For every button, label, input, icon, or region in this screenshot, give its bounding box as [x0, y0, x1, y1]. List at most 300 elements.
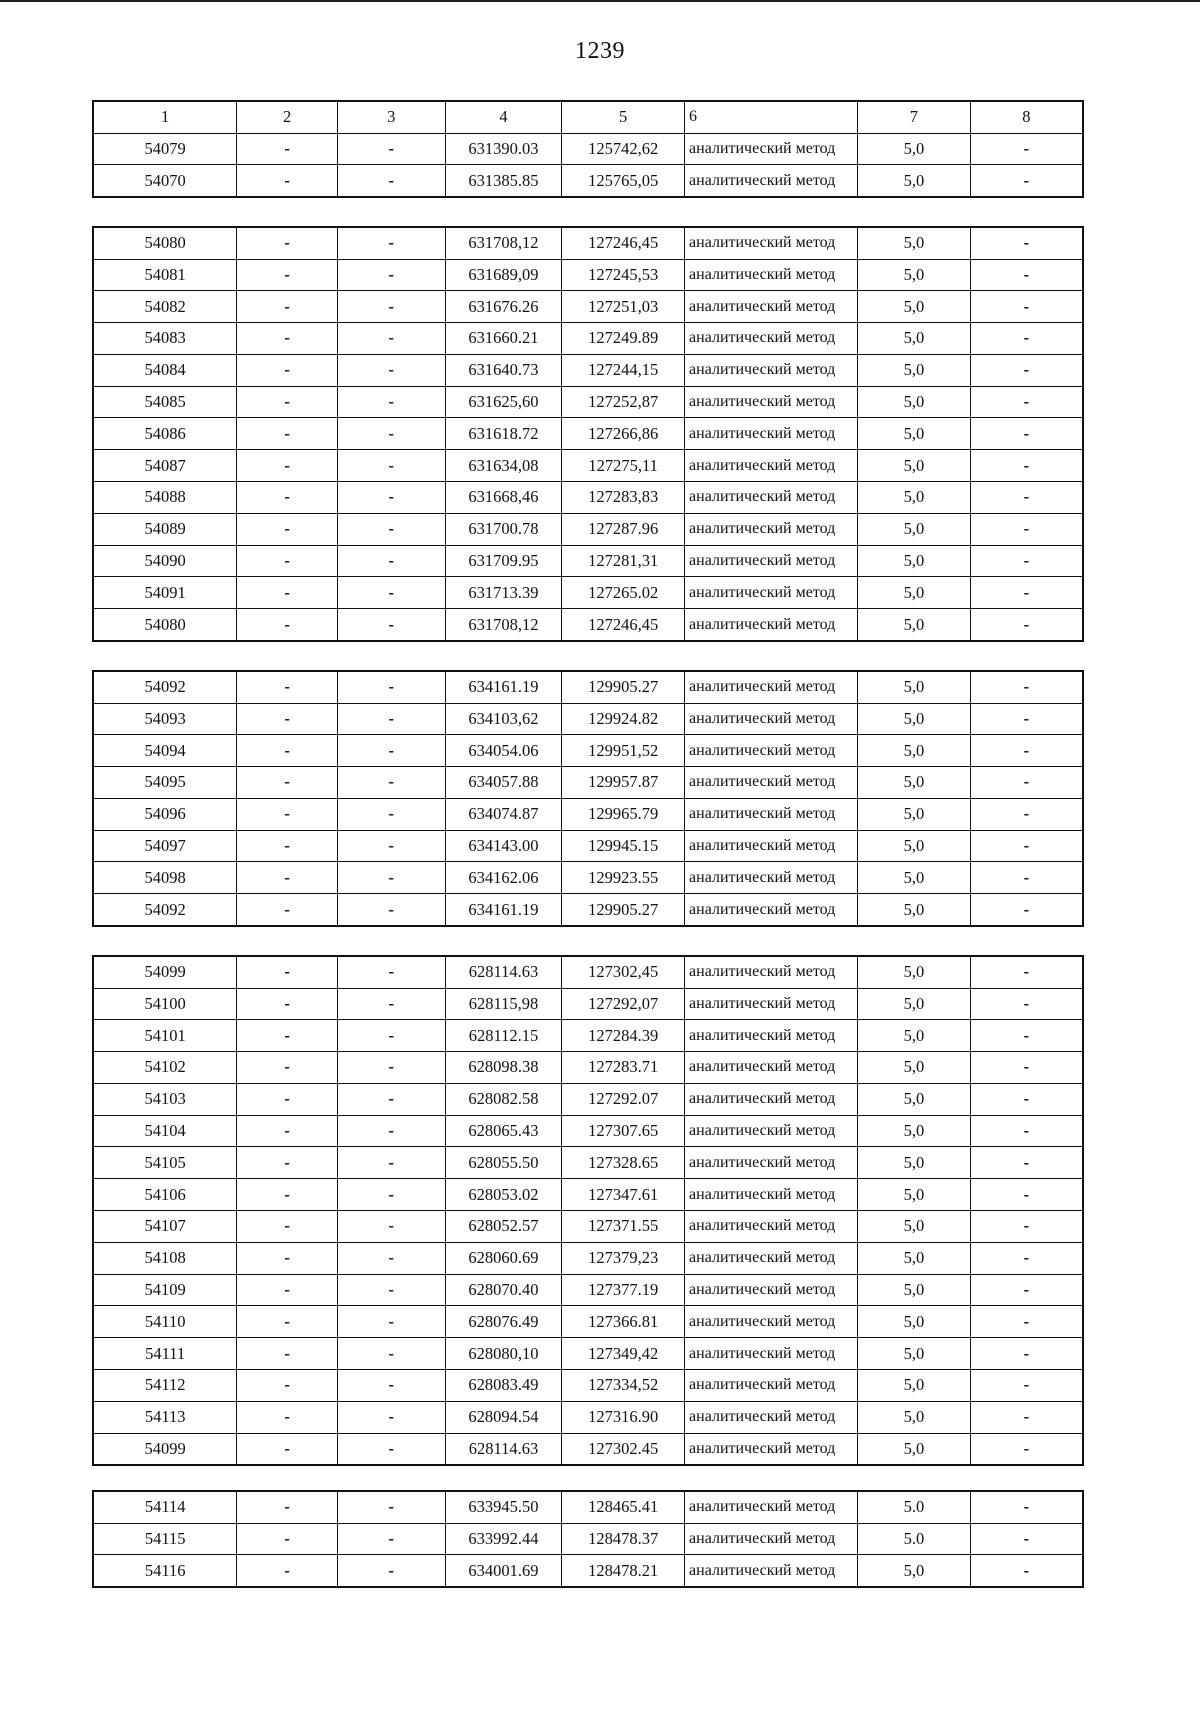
cell-col-8: - — [970, 1338, 1083, 1370]
cell-col-8: - — [970, 830, 1083, 862]
cell-col-3: - — [337, 767, 445, 799]
cell-col-5: 127347.61 — [562, 1179, 685, 1211]
cell-col-6: аналитический метод — [685, 227, 858, 259]
cell-col-3: - — [337, 735, 445, 767]
cell-col-8: - — [970, 798, 1083, 830]
cell-col-8: - — [970, 291, 1083, 323]
table-row — [93, 767, 1083, 799]
cell-col-6: аналитический метод — [685, 513, 858, 545]
cell-col-2: 2 — [237, 101, 338, 133]
cell-col-1: 54087 — [93, 450, 237, 482]
cell-col-4: 628080,10 — [445, 1338, 562, 1370]
cell-col-7: 5,0 — [858, 830, 971, 862]
cell-col-5: 129905.27 — [562, 894, 685, 926]
table-row — [93, 609, 1083, 641]
cell-col-5: 125765,05 — [562, 165, 685, 197]
cell-col-4: 634054.06 — [445, 735, 562, 767]
cell-col-5: 129951,52 — [562, 735, 685, 767]
cell-col-1: 54091 — [93, 577, 237, 609]
cell-col-7: 5,0 — [858, 1115, 971, 1147]
cell-col-1: 54103 — [93, 1083, 237, 1115]
cell-col-1: 54097 — [93, 830, 237, 862]
cell-col-1: 54100 — [93, 988, 237, 1020]
cell-col-2: - — [237, 323, 338, 355]
table-header-row — [93, 101, 1083, 133]
cell-col-1: 54086 — [93, 418, 237, 450]
cell-col-1: 54099 — [93, 956, 237, 988]
cell-col-6: аналитический метод — [685, 1242, 858, 1274]
cell-col-8: - — [970, 1523, 1083, 1555]
cell-col-1: 54105 — [93, 1147, 237, 1179]
cell-col-6: аналитический метод — [685, 1555, 858, 1587]
cell-col-4: 4 — [445, 101, 562, 133]
cell-col-8: - — [970, 735, 1083, 767]
cell-col-7: 5,0 — [858, 418, 971, 450]
table-row — [93, 1083, 1083, 1115]
cell-col-5: 127292.07 — [562, 1083, 685, 1115]
cell-col-4: 628114.63 — [445, 1433, 562, 1465]
cell-col-8: - — [970, 1211, 1083, 1243]
table-row — [93, 894, 1083, 926]
cell-col-5: 127307.65 — [562, 1115, 685, 1147]
cell-col-8: - — [970, 1083, 1083, 1115]
cell-col-4: 628112.15 — [445, 1020, 562, 1052]
cell-col-2: - — [237, 291, 338, 323]
cell-col-2: - — [237, 1052, 338, 1084]
cell-col-8: - — [970, 1491, 1083, 1523]
cell-col-3: - — [337, 545, 445, 577]
cell-col-1: 54093 — [93, 703, 237, 735]
cell-col-2: - — [237, 1020, 338, 1052]
cell-col-6: аналитический метод — [685, 291, 858, 323]
cell-col-4: 628055.50 — [445, 1147, 562, 1179]
cell-col-6: 6 — [685, 101, 858, 133]
cell-col-7: 5,0 — [858, 1274, 971, 1306]
cell-col-2: - — [237, 609, 338, 641]
cell-col-8: - — [970, 323, 1083, 355]
cell-col-6: аналитический метод — [685, 767, 858, 799]
cell-col-8: - — [970, 1433, 1083, 1465]
cell-col-6: аналитический метод — [685, 1433, 858, 1465]
table-row — [93, 1020, 1083, 1052]
cell-col-2: - — [237, 830, 338, 862]
cell-col-4: 634103,62 — [445, 703, 562, 735]
table-row — [93, 1401, 1083, 1433]
cell-col-3: - — [337, 259, 445, 291]
cell-col-1: 54113 — [93, 1401, 237, 1433]
cell-col-2: - — [237, 482, 338, 514]
table-row — [93, 386, 1083, 418]
cell-col-7: 5,0 — [858, 894, 971, 926]
cell-col-6: аналитический метод — [685, 577, 858, 609]
cell-col-8: - — [970, 165, 1083, 197]
cell-col-1: 54080 — [93, 227, 237, 259]
cell-col-7: 5,0 — [858, 671, 971, 703]
cell-col-5: 127244,15 — [562, 354, 685, 386]
cell-col-6: аналитический метод — [685, 1052, 858, 1084]
cell-col-6: аналитический метод — [685, 1274, 858, 1306]
table-row — [93, 862, 1083, 894]
cell-col-2: - — [237, 862, 338, 894]
cell-col-2: - — [237, 133, 338, 165]
cell-col-3: - — [337, 165, 445, 197]
cell-col-4: 631709.95 — [445, 545, 562, 577]
cell-col-6: аналитический метод — [685, 798, 858, 830]
cell-col-2: - — [237, 1370, 338, 1402]
cell-col-4: 634143.00 — [445, 830, 562, 862]
cell-col-3: - — [337, 1555, 445, 1587]
cell-col-8: - — [970, 767, 1083, 799]
cell-col-6: аналитический метод — [685, 545, 858, 577]
cell-col-4: 628098.38 — [445, 1052, 562, 1084]
cell-col-3: - — [337, 609, 445, 641]
cell-col-5: 127377.19 — [562, 1274, 685, 1306]
cell-col-3: - — [337, 1370, 445, 1402]
cell-col-1: 54092 — [93, 894, 237, 926]
table-row — [93, 735, 1083, 767]
cell-col-1: 54079 — [93, 133, 237, 165]
cell-col-2: - — [237, 1491, 338, 1523]
cell-col-7: 5,0 — [858, 1052, 971, 1084]
cell-col-2: - — [237, 227, 338, 259]
cell-col-4: 628094.54 — [445, 1401, 562, 1433]
cell-col-6: аналитический метод — [685, 956, 858, 988]
cell-col-1: 1 — [93, 101, 237, 133]
cell-col-4: 628076.49 — [445, 1306, 562, 1338]
cell-col-5: 127283.71 — [562, 1052, 685, 1084]
cell-col-1: 54090 — [93, 545, 237, 577]
cell-col-5: 127371.55 — [562, 1211, 685, 1243]
cell-col-6: аналитический метод — [685, 830, 858, 862]
cell-col-7: 5,0 — [858, 1401, 971, 1433]
cell-col-2: - — [237, 1401, 338, 1433]
cell-col-6: аналитический метод — [685, 1147, 858, 1179]
cell-col-3: - — [337, 1052, 445, 1084]
cell-col-8: - — [970, 227, 1083, 259]
cell-col-7: 5,0 — [858, 354, 971, 386]
table-row — [93, 671, 1083, 703]
cell-col-8: - — [970, 259, 1083, 291]
cell-col-1: 54116 — [93, 1555, 237, 1587]
cell-col-8: - — [970, 671, 1083, 703]
cell-col-7: 5,0 — [858, 767, 971, 799]
cell-col-4: 628082.58 — [445, 1083, 562, 1115]
cell-col-1: 54098 — [93, 862, 237, 894]
cell-col-7: 5,0 — [858, 1211, 971, 1243]
cell-col-6: аналитический метод — [685, 1083, 858, 1115]
cell-col-8: - — [970, 1274, 1083, 1306]
cell-col-7: 5,0 — [858, 291, 971, 323]
table-row — [93, 1555, 1083, 1587]
table-row — [93, 798, 1083, 830]
cell-col-5: 127265.02 — [562, 577, 685, 609]
cell-col-5: 127266,86 — [562, 418, 685, 450]
cell-col-4: 634162.06 — [445, 862, 562, 894]
cell-col-5: 127292,07 — [562, 988, 685, 1020]
cell-col-7: 5,0 — [858, 1370, 971, 1402]
coordinates-table-2 — [92, 226, 1084, 642]
cell-col-5: 129945.15 — [562, 830, 685, 862]
cell-col-3: - — [337, 450, 445, 482]
cell-col-3: - — [337, 703, 445, 735]
cell-col-6: аналитический метод — [685, 133, 858, 165]
cell-col-1: 54082 — [93, 291, 237, 323]
cell-col-7: 5,0 — [858, 1338, 971, 1370]
cell-col-5: 127366.81 — [562, 1306, 685, 1338]
cell-col-1: 54102 — [93, 1052, 237, 1084]
table-row — [93, 1370, 1083, 1402]
cell-col-4: 628052.57 — [445, 1211, 562, 1243]
table-row — [93, 988, 1083, 1020]
cell-col-2: - — [237, 259, 338, 291]
cell-col-8: - — [970, 1555, 1083, 1587]
cell-col-3: - — [337, 830, 445, 862]
cell-col-7: 5,0 — [858, 862, 971, 894]
cell-col-8: - — [970, 1115, 1083, 1147]
cell-col-4: 631700.78 — [445, 513, 562, 545]
cell-col-2: - — [237, 545, 338, 577]
cell-col-6: аналитический метод — [685, 418, 858, 450]
cell-col-6: аналитический метод — [685, 323, 858, 355]
cell-col-3: - — [337, 894, 445, 926]
cell-col-6: аналитический метод — [685, 1179, 858, 1211]
cell-col-5: 127349,42 — [562, 1338, 685, 1370]
cell-col-3: - — [337, 671, 445, 703]
cell-col-6: аналитический метод — [685, 1115, 858, 1147]
cell-col-1: 54089 — [93, 513, 237, 545]
cell-col-8: - — [970, 609, 1083, 641]
cell-col-8: - — [970, 988, 1083, 1020]
cell-col-4: 634161.19 — [445, 894, 562, 926]
cell-col-7: 5,0 — [858, 227, 971, 259]
cell-col-5: 127281,31 — [562, 545, 685, 577]
table-row — [93, 354, 1083, 386]
cell-col-1: 54114 — [93, 1491, 237, 1523]
cell-col-6: аналитический метод — [685, 988, 858, 1020]
cell-col-4: 634074.87 — [445, 798, 562, 830]
cell-col-3: - — [337, 956, 445, 988]
cell-col-7: 5,0 — [858, 259, 971, 291]
cell-col-3: - — [337, 1115, 445, 1147]
cell-col-6: аналитический метод — [685, 450, 858, 482]
cell-col-8: - — [970, 1179, 1083, 1211]
cell-col-5: 128478.21 — [562, 1555, 685, 1587]
cell-col-5: 127379,23 — [562, 1242, 685, 1274]
cell-col-7: 5.0 — [858, 1491, 971, 1523]
cell-col-4: 631385.85 — [445, 165, 562, 197]
cell-col-4: 628060.69 — [445, 1242, 562, 1274]
cell-col-7: 5,0 — [858, 133, 971, 165]
table-row — [93, 133, 1083, 165]
cell-col-7: 5,0 — [858, 513, 971, 545]
cell-col-7: 5,0 — [858, 1555, 971, 1587]
cell-col-5: 5 — [562, 101, 685, 133]
cell-col-3: - — [337, 577, 445, 609]
cell-col-2: - — [237, 1083, 338, 1115]
cell-col-7: 5,0 — [858, 988, 971, 1020]
cell-col-3: - — [337, 1020, 445, 1052]
table-row — [93, 291, 1083, 323]
cell-col-2: - — [237, 1555, 338, 1587]
cell-col-1: 54080 — [93, 609, 237, 641]
cell-col-3: 3 — [337, 101, 445, 133]
table-row — [93, 830, 1083, 862]
cell-col-4: 631634,08 — [445, 450, 562, 482]
cell-col-3: - — [337, 227, 445, 259]
cell-col-2: - — [237, 513, 338, 545]
cell-col-4: 631689,09 — [445, 259, 562, 291]
cell-col-4: 631676.26 — [445, 291, 562, 323]
cell-col-6: аналитический метод — [685, 735, 858, 767]
cell-col-1: 54101 — [93, 1020, 237, 1052]
cell-col-5: 127246,45 — [562, 609, 685, 641]
cell-col-1: 54107 — [93, 1211, 237, 1243]
cell-col-5: 127245,53 — [562, 259, 685, 291]
cell-col-8: - — [970, 450, 1083, 482]
cell-col-5: 127284.39 — [562, 1020, 685, 1052]
cell-col-2: - — [237, 1274, 338, 1306]
cell-col-3: - — [337, 1523, 445, 1555]
table-row — [93, 1179, 1083, 1211]
cell-col-5: 127249.89 — [562, 323, 685, 355]
table-row — [93, 1338, 1083, 1370]
cell-col-5: 125742,62 — [562, 133, 685, 165]
cell-col-4: 628053.02 — [445, 1179, 562, 1211]
top-border-line — [0, 0, 1200, 2]
cell-col-4: 631713.39 — [445, 577, 562, 609]
coordinates-table-1 — [92, 100, 1084, 198]
table-row — [93, 418, 1083, 450]
table-row — [93, 1274, 1083, 1306]
cell-col-8: - — [970, 862, 1083, 894]
cell-col-3: - — [337, 1179, 445, 1211]
cell-col-3: - — [337, 1083, 445, 1115]
cell-col-7: 5,0 — [858, 735, 971, 767]
cell-col-5: 129965.79 — [562, 798, 685, 830]
table-row — [93, 703, 1083, 735]
cell-col-4: 631660.21 — [445, 323, 562, 355]
cell-col-6: аналитический метод — [685, 1523, 858, 1555]
cell-col-2: - — [237, 671, 338, 703]
cell-col-6: аналитический метод — [685, 165, 858, 197]
cell-col-8: - — [970, 418, 1083, 450]
cell-col-2: - — [237, 1306, 338, 1338]
cell-col-2: - — [237, 894, 338, 926]
cell-col-2: - — [237, 798, 338, 830]
cell-col-1: 54099 — [93, 1433, 237, 1465]
table-row — [93, 259, 1083, 291]
cell-col-7: 5,0 — [858, 1179, 971, 1211]
cell-col-1: 54109 — [93, 1274, 237, 1306]
cell-col-1: 54084 — [93, 354, 237, 386]
cell-col-5: 127246,45 — [562, 227, 685, 259]
cell-col-2: - — [237, 1242, 338, 1274]
cell-col-7: 5,0 — [858, 956, 971, 988]
cell-col-3: - — [337, 1306, 445, 1338]
cell-col-3: - — [337, 1433, 445, 1465]
cell-col-3: - — [337, 798, 445, 830]
cell-col-7: 5,0 — [858, 798, 971, 830]
cell-col-5: 129957.87 — [562, 767, 685, 799]
cell-col-6: аналитический метод — [685, 482, 858, 514]
cell-col-4: 628115,98 — [445, 988, 562, 1020]
cell-col-5: 127302,45 — [562, 956, 685, 988]
cell-col-8: - — [970, 354, 1083, 386]
cell-col-4: 633992.44 — [445, 1523, 562, 1555]
cell-col-4: 631625,60 — [445, 386, 562, 418]
cell-col-3: - — [337, 1211, 445, 1243]
table-row — [93, 956, 1083, 988]
cell-col-5: 127252,87 — [562, 386, 685, 418]
cell-col-2: - — [237, 1338, 338, 1370]
cell-col-4: 628114.63 — [445, 956, 562, 988]
cell-col-3: - — [337, 291, 445, 323]
table-row — [93, 1491, 1083, 1523]
cell-col-2: - — [237, 386, 338, 418]
cell-col-2: - — [237, 450, 338, 482]
cell-col-2: - — [237, 165, 338, 197]
cell-col-8: - — [970, 577, 1083, 609]
cell-col-8: - — [970, 894, 1083, 926]
cell-col-1: 54088 — [93, 482, 237, 514]
cell-col-8: - — [970, 1052, 1083, 1084]
cell-col-8: 8 — [970, 101, 1083, 133]
coordinates-table-5 — [92, 1490, 1084, 1588]
cell-col-1: 54083 — [93, 323, 237, 355]
coordinates-table-4 — [92, 955, 1084, 1466]
cell-col-5: 127302.45 — [562, 1433, 685, 1465]
cell-col-6: аналитический метод — [685, 386, 858, 418]
cell-col-6: аналитический метод — [685, 1401, 858, 1433]
cell-col-3: - — [337, 513, 445, 545]
cell-col-7: 5,0 — [858, 165, 971, 197]
table-row — [93, 1115, 1083, 1147]
table-row — [93, 1523, 1083, 1555]
cell-col-7: 5,0 — [858, 1306, 971, 1338]
cell-col-1: 54081 — [93, 259, 237, 291]
cell-col-3: - — [337, 1338, 445, 1370]
cell-col-7: 5,0 — [858, 450, 971, 482]
cell-col-8: - — [970, 703, 1083, 735]
coordinates-table-3 — [92, 670, 1084, 927]
cell-col-3: - — [337, 862, 445, 894]
cell-col-7: 5,0 — [858, 1020, 971, 1052]
cell-col-8: - — [970, 1306, 1083, 1338]
cell-col-1: 54092 — [93, 671, 237, 703]
cell-col-6: аналитический метод — [685, 1306, 858, 1338]
cell-col-6: аналитический метод — [685, 703, 858, 735]
cell-col-5: 129923.55 — [562, 862, 685, 894]
cell-col-3: - — [337, 1401, 445, 1433]
cell-col-1: 54095 — [93, 767, 237, 799]
cell-col-2: - — [237, 988, 338, 1020]
cell-col-1: 54108 — [93, 1242, 237, 1274]
cell-col-6: аналитический метод — [685, 894, 858, 926]
cell-col-1: 54112 — [93, 1370, 237, 1402]
cell-col-2: - — [237, 956, 338, 988]
cell-col-8: - — [970, 1020, 1083, 1052]
cell-col-2: - — [237, 354, 338, 386]
cell-col-6: аналитический метод — [685, 862, 858, 894]
cell-col-7: 5,0 — [858, 1242, 971, 1274]
cell-col-6: аналитический метод — [685, 1370, 858, 1402]
cell-col-1: 54106 — [93, 1179, 237, 1211]
cell-col-7: 5.0 — [858, 1523, 971, 1555]
cell-col-5: 127251,03 — [562, 291, 685, 323]
cell-col-3: - — [337, 1242, 445, 1274]
cell-col-7: 5,0 — [858, 386, 971, 418]
table-row — [93, 1211, 1083, 1243]
